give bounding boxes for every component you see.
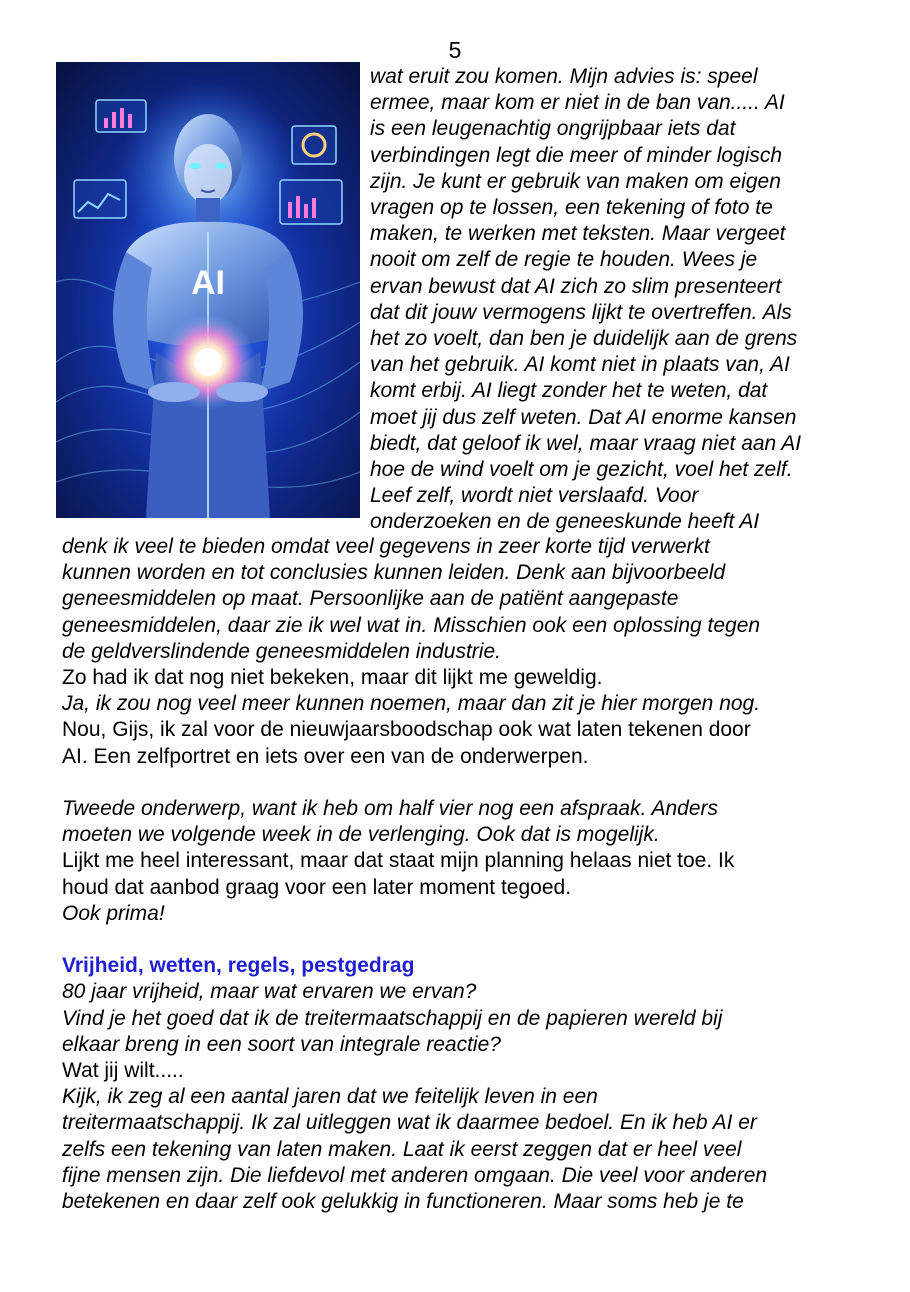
text-line: geneesmiddelen op maat. Persoonlijke aan de patiënt aangepaste — [62, 587, 679, 611]
text-line: 80 jaar vrijheid, maar wat ervaren we ervan? — [62, 980, 477, 1004]
text-line: moeten we volgende week in de verlenging. Ook dat is mogelijk. — [62, 823, 660, 847]
text-line: Ook prima! — [62, 901, 165, 925]
ai-robot-illustration — [56, 62, 360, 518]
text-line: Leef zelf, wordt niet verslaafd. Voor — [370, 484, 699, 508]
text-line: zijn. Je kunt er gebruik van maken om eigen — [370, 169, 781, 193]
text-line: wat eruit zou komen. Mijn advies is: speel — [370, 65, 758, 88]
blank-line — [62, 927, 862, 953]
blank-line — [62, 770, 862, 796]
page-number: 5 — [448, 37, 462, 63]
text-line: dat dit jouw vermogens lijkt te overtreffen. Als — [370, 300, 792, 324]
text-line: verbindingen legt die meer of minder logisch — [370, 143, 783, 167]
text-line: Lijkt me heel interessant, maar dat staat mijn planning helaas niet toe. Ik — [62, 849, 735, 873]
text-line: ermee, maar kom er niet in de ban van..... AI — [370, 91, 785, 115]
ai-badge-text: AI — [191, 264, 225, 302]
text-line: AI. Een zelfportret en iets over een van de onderwerpen. — [62, 744, 589, 768]
text-line: van het gebruik. AI komt niet in plaats van, AI — [370, 353, 790, 377]
text-line: Vind je het goed dat ik de treitermaatschappij en de papieren wereld bij — [62, 1006, 723, 1030]
text-line: Tweede onderwerp, want ik heb om half vier nog een afspraak. Anders — [62, 797, 719, 821]
wrapped-paragraph — [370, 64, 850, 536]
text-line: hoe de wind voelt om je gezicht, voel het zelf. — [370, 458, 793, 482]
text-line: zelfs een tekening van laten maken. Laat ik eerst zeggen dat er heel veel — [62, 1137, 742, 1161]
text-line: Nou, Gijs, ik zal voor de nieuwjaarsboodschap ook wat laten tekenen door — [62, 718, 751, 742]
text-line: geneesmiddelen, daar zie ik wel wat in. Misschien ook een oplossing tegen — [62, 613, 761, 637]
text-line: de geldverslindende geneesmiddelen industrie. — [62, 639, 501, 663]
text-line: nooit om zelf de regie te houden. Wees je — [370, 248, 758, 272]
text-line: houd dat aanbod graag voor een later moment tegoed. — [62, 875, 572, 899]
body-text — [62, 534, 862, 1215]
text-line: Kijk, ik zeg al een aantal jaren dat we feitelijk leven in een — [62, 1085, 598, 1109]
text-line: fijne mensen zijn. Die liefdevol met anderen omgaan. Die veel voor anderen — [62, 1163, 768, 1187]
text-line: vragen op te lossen, een tekening of foto te — [370, 196, 773, 220]
text-line: Ja, ik zou nog veel meer kunnen noemen, maar dan zit je hier morgen nog. — [62, 692, 761, 716]
text-line: elkaar breng in een soort van integrale reactie? — [62, 1032, 501, 1056]
text-line: kunnen worden en tot conclusies kunnen leiden. Denk aan bijvoorbeeld — [62, 561, 726, 585]
section-heading: Vrijheid, wetten, regels, pestgedrag — [62, 954, 415, 978]
text-line: Zo had ik dat nog niet bekeken, maar dit lijkt me geweldig. — [62, 666, 603, 690]
text-line: komt erbij. AI liegt zonder het te weten, dat — [370, 379, 768, 403]
text-line: denk ik veel te bieden omdat veel gegevens in zeer korte tijd verwerkt — [62, 535, 710, 558]
text-line: maken, te werken met teksten. Maar vergeet — [370, 222, 786, 246]
text-line: onderzoeken en de geneeskunde heeft AI — [370, 510, 760, 534]
text-line: ervan bewust dat AI zich zo slim presenteert — [370, 274, 782, 298]
text-line: Wat jij wilt..... — [62, 1059, 184, 1083]
text-line: biedt, dat geloof ik wel, maar vraag niet aan AI — [370, 431, 802, 455]
text-line: moet jij dus zelf weten. Dat AI enorme kansen — [370, 405, 797, 429]
text-line: betekenen en daar zelf ook gelukkig in functioneren. Maar soms heb je te — [62, 1190, 744, 1214]
text-line: het zo voelt, dan ben je duidelijk aan de grens — [370, 327, 798, 351]
text-line: is een leugenachtig ongrijpbaar iets dat — [370, 117, 736, 141]
text-line: treitermaatschappij. Ik zal uitleggen wat ik daarmee bedoel. En ik heb AI er — [62, 1111, 757, 1135]
